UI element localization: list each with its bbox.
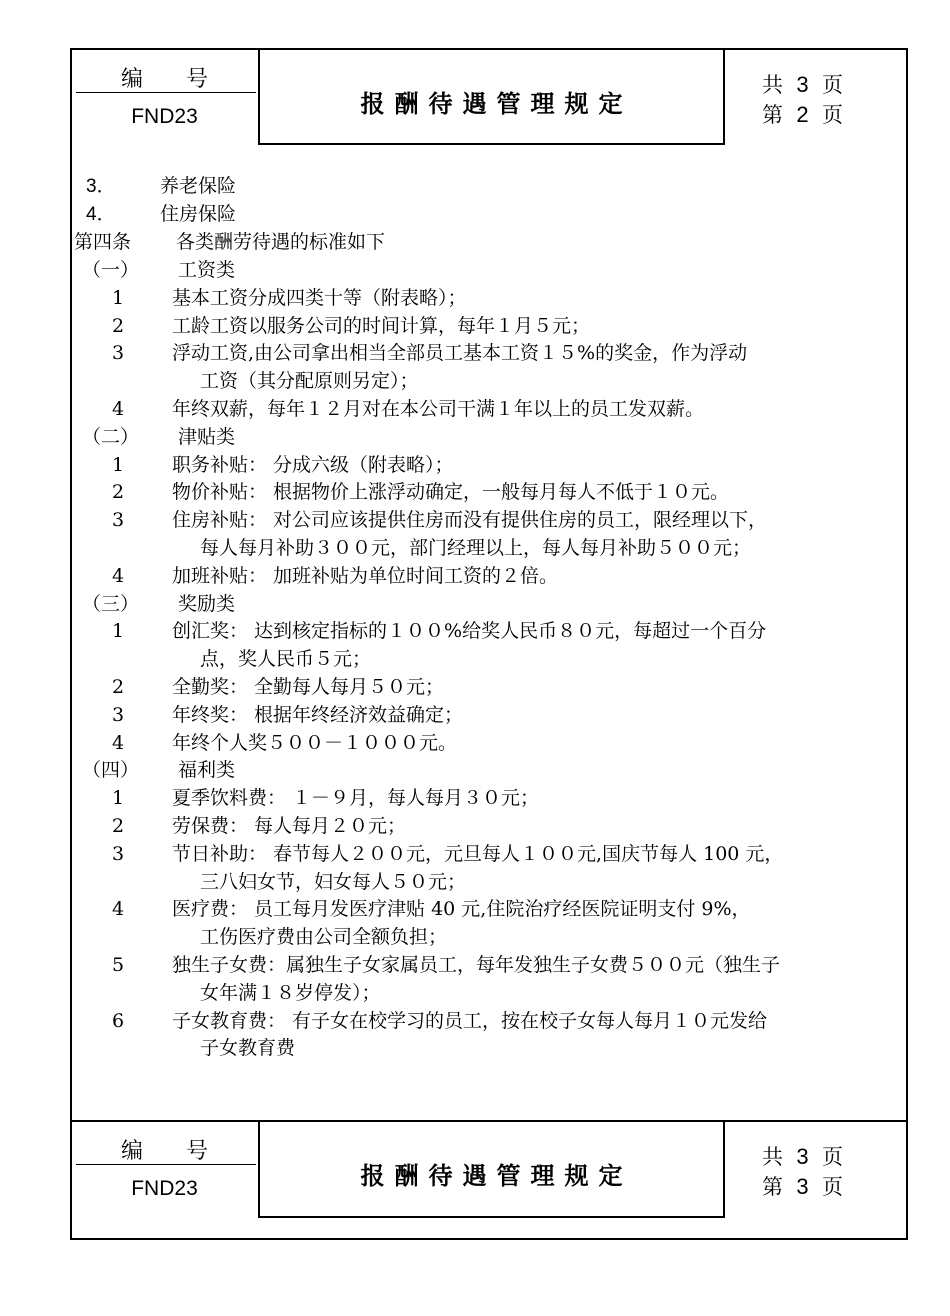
item-text: 医疗费： 员工每月发医疗津贴 40 元,住院治疗经医院证明支付 9%， [172, 898, 751, 921]
current-page-row [762, 100, 872, 130]
item-number: 4． [86, 204, 116, 225]
current-page: 3 [796, 1174, 809, 1199]
list-item [86, 202, 116, 227]
item-number: 4 [112, 898, 125, 921]
item-text-continuation: 女年满１８岁停发）； [200, 981, 381, 1004]
item-text-continuation: 三八妇女节，妇女每人５０元； [200, 870, 467, 893]
item-number: 3 [112, 509, 125, 532]
item-text-continuation: 点，奖人民币５元； [200, 648, 372, 671]
item-text: 年终奖： 根据年终经济效益确定； [172, 703, 464, 726]
section-title: 津贴类 [178, 425, 236, 448]
code-divider [76, 1164, 256, 1165]
item-number: 2 [112, 815, 125, 837]
item-number: 6 [112, 1009, 125, 1032]
code-divider [76, 92, 256, 93]
item-text: 年终个人奖５００－１０００元。 [172, 731, 458, 754]
total-label: 共 [762, 73, 783, 97]
item-text: 夏季饮料费： １－９月，每人每月３０元； [172, 787, 540, 810]
list-item [86, 174, 116, 199]
article-label: 第四条 [74, 231, 132, 253]
item-number: 3． [86, 176, 116, 197]
code-value: FND23 [131, 1177, 198, 1200]
item-text-continuation: 每人每月补助３００元，部门经理以上，每人每月补助５００元； [200, 537, 752, 559]
item-number: 3 [112, 342, 125, 365]
page-unit: 页 [821, 1175, 843, 1199]
item-text: 子女教育费： 有子女在校学习的员工，按在校子女每人每月１０元发给 [172, 1009, 768, 1032]
item-text: 职务补贴： 分成六级（附表略）； [172, 453, 454, 476]
section-label: （三） [82, 592, 140, 615]
next-page-header [72, 1120, 906, 1240]
item-number: 2 [112, 314, 125, 337]
item-number: 3 [112, 842, 125, 865]
item-number: 2 [112, 676, 125, 698]
item-text: 工龄工资以服务公司的时间计算，每年１月５元； [172, 314, 591, 337]
item-text: 住房补贴： 对公司应该提供住房而没有提供住房的员工，限经理以下， [172, 509, 768, 532]
item-text: 节日补助： 春节每人２００元，元旦每人１００元,国庆节每人 100 元， [172, 842, 784, 865]
item-number: 3 [112, 703, 125, 726]
item-text: 年终双薪，每年１２月对在本公司干满１年以上的员工发双薪。 [172, 398, 705, 420]
item-number: 1 [112, 286, 125, 309]
list-item-text: 养老保险 [160, 175, 237, 197]
code-label: 编 号 [121, 1139, 226, 1164]
item-number: 1 [112, 787, 125, 810]
section-label: （一） [82, 259, 140, 281]
total-pages: 3 [796, 1144, 809, 1169]
item-text-continuation: 子女教育费 [200, 1037, 296, 1060]
current-page: 2 [796, 102, 809, 127]
item-text: 基本工资分成四类十等（附表略）； [172, 286, 467, 309]
page-count-box [762, 70, 872, 130]
current-label: 第 [762, 1175, 783, 1199]
title-box [258, 1122, 725, 1218]
item-text-continuation: 工资（其分配原则另定）； [200, 370, 419, 393]
item-number: 4 [112, 731, 125, 754]
article-text: 各类酬劳待遇的标准如下 [176, 231, 386, 253]
page-unit: 页 [821, 103, 843, 127]
document-code-box [72, 1122, 257, 1220]
item-number: 5 [112, 954, 125, 976]
page-header [72, 50, 906, 148]
current-page-row [762, 1172, 872, 1202]
item-text: 浮动工资,由公司拿出相当全部员工基本工资１５%的奖金，作为浮动 [172, 342, 748, 365]
total-pages-row [762, 1142, 872, 1172]
total-pages: 3 [796, 72, 809, 97]
section-label: （四） [82, 759, 140, 782]
document-code-box [72, 50, 257, 148]
code-label: 编 号 [121, 67, 226, 92]
section-label: （二） [82, 425, 140, 448]
page-count-box [762, 1142, 872, 1202]
item-text: 全勤奖： 全勤每人每月５０元； [172, 676, 445, 698]
item-text: 加班补贴： 加班补贴为单位时间工资的２倍。 [172, 564, 559, 587]
page-unit: 页 [821, 1145, 843, 1169]
item-number: 1 [112, 620, 125, 643]
item-text-continuation: 工伤医疗费由公司全额负担； [200, 926, 448, 949]
total-pages-row [762, 70, 872, 100]
item-text: 创汇奖： 达到核定指标的１００%给奖人民币８０元，每超过一个百分 [172, 620, 767, 643]
section-title: 工资类 [178, 259, 236, 281]
page-unit: 页 [821, 73, 843, 97]
code-value: FND23 [131, 105, 198, 128]
item-number: 4 [112, 398, 125, 420]
total-label: 共 [762, 1145, 783, 1169]
current-label: 第 [762, 103, 783, 127]
document-title: 报酬待遇管理规定 [360, 1162, 633, 1190]
item-text: 独生子女费：属独生子女家属员工，每年发独生子女费５００元（独生子 [172, 954, 781, 976]
document-title: 报酬待遇管理规定 [360, 90, 633, 118]
item-text: 物价补贴： 根据物价上涨浮动确定，一般每月每人不低于１０元。 [172, 481, 730, 504]
section-title: 奖励类 [178, 592, 236, 615]
section-title: 福利类 [178, 759, 236, 782]
item-number: 1 [112, 453, 125, 476]
list-item-text: 住房保险 [160, 203, 237, 225]
item-number: 4 [112, 564, 125, 587]
title-box [258, 50, 725, 145]
item-number: 2 [112, 481, 125, 504]
item-text: 劳保费： 每人每月２０元； [172, 815, 407, 837]
document-page [70, 48, 908, 1240]
